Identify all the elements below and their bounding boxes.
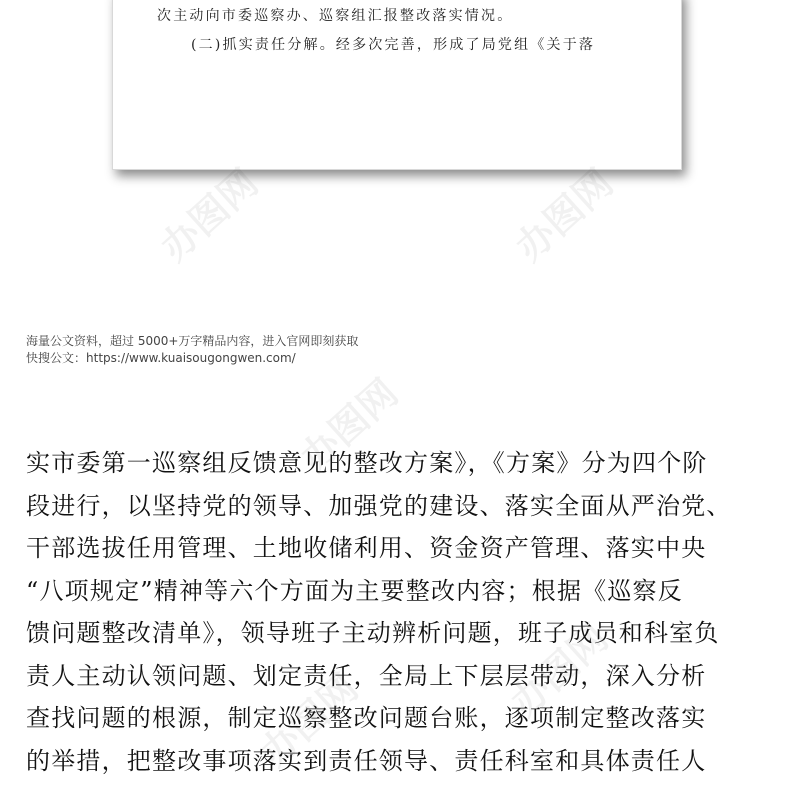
promo-link-label: 快搜公文： [26, 351, 87, 365]
document-body [26, 442, 786, 782]
promo-info [26, 333, 358, 367]
body-line: 责人主动认领问题、划定责任，全局上下层层带动，深入分析 [26, 661, 707, 690]
promo-link-line [26, 350, 358, 367]
watermark-logo: 办图网 [252, 665, 367, 775]
body-line: 实市委第一巡察组反馈意见的整改方案》，《方案》分为四个阶 [26, 449, 708, 477]
promo-line: 海量公文资料，超过 5000+万字精品内容，进入官网即刻获取 [26, 334, 359, 348]
card-text-line-1: 次主动向市委巡察办、巡察组汇报整改落实情况。 [157, 8, 514, 24]
card-text-line-2: (二)抓实责任分解。经多次完善，形成了局党组《关于落 [191, 37, 596, 53]
watermark-logo: 办图网 [502, 615, 617, 725]
body-line: 段进行，以坚持党的领导、加强党的建设、落实全面从严治党、 [26, 491, 732, 520]
body-line: “八项规定”精神等六个方面为主要整改内容；根据《巡察反 [26, 576, 683, 605]
watermark-logo: 办图网 [292, 370, 407, 480]
site-link[interactable]: https://www.kuaisougongwen.com/ [86, 351, 296, 365]
body-line: 馈问题整改清单》，领导班子主动辨析问题，班子成员和科室负 [26, 619, 720, 647]
body-line: 查找问题的根源，制定巡察整改问题台账，逐项制定整改落实 [26, 704, 707, 732]
watermark-logo: 办图网 [152, 160, 267, 270]
body-line: 干部选拔任用管理、土地收储利用、资金资产管理、落实中央 [26, 534, 707, 562]
body-line: 的举措，把整改事项落实到责任领导、责任科室和具体责任人 [26, 746, 707, 775]
watermark-logo: 办图网 [507, 160, 622, 270]
page-preview-card [112, 0, 682, 170]
